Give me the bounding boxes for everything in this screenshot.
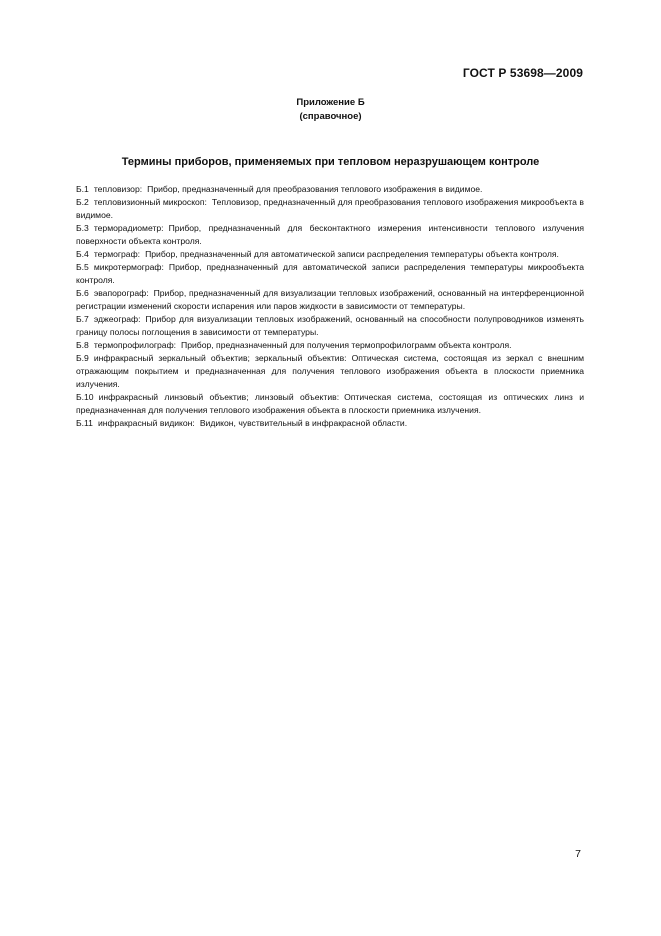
term-definition: Прибор, предназначенный для автоматической записи распределения температуры микрообъекта контроля. — [76, 262, 584, 285]
term-b6 — [76, 287, 584, 313]
term-number: Б.1 — [76, 184, 89, 194]
term-name: термопрофилограф: — [93, 340, 177, 350]
term-definition: Прибор, предназначенный для визуализации тепловых изображений, основанный на интерференционной регистрации изменений скорости испарения или паров жидкости в зависимости от температуры. — [76, 288, 584, 311]
appendix-heading — [0, 96, 661, 124]
term-name: эвапорограф: — [93, 288, 149, 298]
term-name: инфракрасный видикон: — [97, 418, 195, 428]
term-name: инфракрасный зеркальный объектив; зеркальный объектив: — [93, 353, 347, 363]
term-number: Б.6 — [76, 288, 89, 298]
term-definition: Прибор, предназначенный для автоматической записи распределения температуры объекта контроля. — [145, 249, 559, 259]
term-b5 — [76, 261, 584, 287]
appendix-title: Приложение Б — [296, 97, 365, 108]
term-name: термограф: — [93, 249, 141, 259]
document-code: ГОСТ Р 53698—2009 — [462, 66, 583, 80]
terms-list — [76, 183, 584, 430]
term-number: Б.9 — [76, 353, 89, 363]
term-definition: Видикон, чувствительный в инфракрасной области. — [199, 418, 408, 428]
appendix-subtitle: (справочное) — [299, 111, 362, 122]
page-number: 7 — [575, 848, 581, 860]
term-b8 — [76, 339, 584, 352]
term-definition: Прибор, предназначенный для преобразования теплового изображения в видимое. — [147, 184, 483, 194]
term-definition: Оптическая система, состоящая из оптических линз и предназначенная для получения теплового изображения объекта в плоскости приемника излучения. — [76, 392, 585, 415]
term-number: Б.4 — [76, 249, 89, 259]
term-number: Б.10 — [76, 392, 94, 402]
term-name: эджеограф: — [93, 314, 141, 324]
term-b2 — [76, 196, 584, 222]
term-name: терморадиометр: — [93, 223, 164, 233]
term-b1 — [76, 183, 584, 196]
term-definition: Прибор, предназначенный для бесконтактного измерения интенсивности теплового излучения поверхности объекта контроля. — [76, 223, 584, 246]
term-name: инфракрасный линзовый объектив; линзовый объектив: — [98, 392, 340, 402]
term-definition: Прибор, предназначенный для получения термопрофилограмм объекта контроля. — [181, 340, 512, 350]
term-b9 — [76, 352, 584, 391]
term-b10 — [76, 391, 584, 417]
term-number: Б.2 — [76, 197, 89, 207]
term-name: тепловизионный микроскоп: — [93, 197, 207, 207]
term-b4 — [76, 248, 584, 261]
term-definition: Тепловизор, предназначенный для преобразования теплового изображения микрообъекта в видимое. — [76, 197, 584, 220]
term-number: Б.3 — [76, 223, 89, 233]
term-number: Б.8 — [76, 340, 89, 350]
term-definition: Оптическая система, состоящая из зеркал с внешним отражающим покрытием и предназначенная для получения теплового изображения объекта в плоскости приемника излучения. — [76, 353, 584, 389]
section-title: Термины приборов, применяемых при тепловом неразрушающем контроле — [121, 156, 540, 168]
term-b3 — [76, 222, 584, 248]
term-number: Б.5 — [76, 262, 89, 272]
term-number: Б.11 — [76, 418, 93, 428]
term-definition: Прибор для визуализации тепловых изображений, основанный на способности полупроводников изменять границу полосы поглощения в зависимости от температуры. — [76, 314, 584, 337]
term-b7 — [76, 313, 584, 339]
term-name: микротермограф: — [93, 262, 164, 272]
term-name: тепловизор: — [93, 184, 143, 194]
term-number: Б.7 — [76, 314, 89, 324]
term-b11 — [76, 417, 584, 430]
